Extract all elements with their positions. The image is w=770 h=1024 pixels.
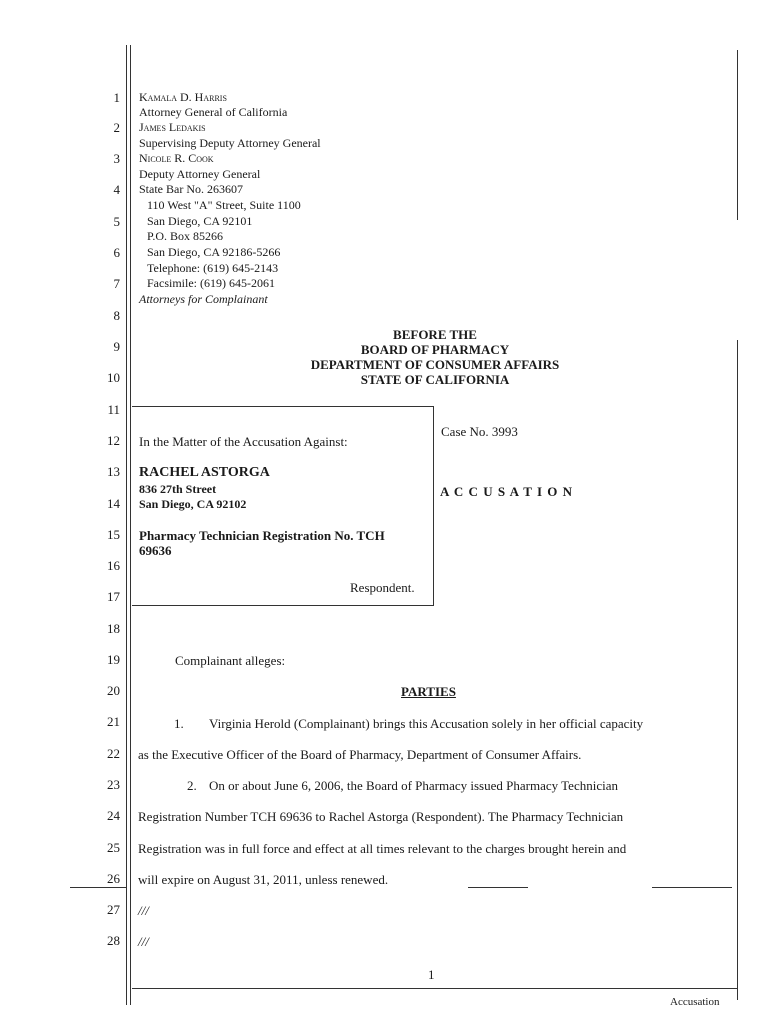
line-number: 24 (107, 808, 120, 823)
line-number: 20 (107, 683, 120, 698)
registration-label: Pharmacy Technician Registration No. TCH (139, 528, 385, 543)
document-type: A C C U S A T I O N (440, 484, 574, 499)
caption-bottom-rule (132, 605, 434, 606)
caption-matter: In the Matter of the Accusation Against: (139, 434, 348, 449)
paragraph-2-number: 2. (187, 778, 197, 793)
line-number: 18 (107, 621, 120, 636)
deputy-attorney-name: Nicole R. Cook (139, 151, 214, 165)
heading-line-department: DEPARTMENT OF CONSUMER AFFAIRS (310, 357, 560, 372)
line-number: 6 (113, 245, 120, 260)
caption-divider-rule (433, 406, 434, 606)
right-margin-rule-lower (737, 340, 738, 1000)
line-number: 3 (113, 151, 120, 166)
complainant-alleges: Complainant alleges: (175, 653, 286, 668)
deputy-attorney-title: Deputy Attorney General (139, 167, 261, 181)
respondent-name: RACHEL ASTORGA (139, 465, 270, 480)
state-bar-number: State Bar No. 263607 (139, 182, 243, 196)
continuation-mark: /// (138, 934, 149, 949)
line-number: 7 (113, 276, 120, 291)
facsimile: Facsimile: (619) 645-2061 (147, 276, 275, 290)
telephone: Telephone: (619) 645-2143 (147, 261, 279, 275)
line-number: 12 (107, 433, 120, 448)
heading-line-before: BEFORE THE (393, 327, 477, 342)
line-number: 14 (107, 496, 120, 511)
underline-artifact (652, 887, 732, 888)
line-number: 15 (107, 527, 120, 542)
attorneys-for: Attorneys for Complainant (139, 292, 268, 306)
po-box: P.O. Box 85266 (147, 229, 224, 243)
line-number: 19 (107, 652, 120, 667)
heading-line-board: BOARD OF PHARMACY (360, 342, 510, 357)
line-number: 1 (113, 90, 120, 105)
line-number: 25 (107, 840, 120, 855)
po-box-city: San Diego, CA 92186-5266 (147, 245, 281, 259)
respondent-label: Respondent. (350, 580, 415, 595)
paragraph-2-line-2: Registration Number TCH 69636 to Rachel Astorga (Respondent). The Pharmacy Technician (138, 809, 624, 824)
line-number: 17 (107, 589, 120, 604)
line-number: 11 (107, 402, 120, 417)
respondent-city: San Diego, CA 92102 (139, 497, 247, 511)
line-number: 9 (113, 339, 120, 354)
street-address: 110 West "A" Street, Suite 1100 (147, 198, 301, 212)
left-margin-rule-inner (130, 45, 131, 1005)
paragraph-1-number: 1. (174, 716, 184, 731)
page-number: 1 (428, 967, 435, 982)
heading-line-state: STATE OF CALIFORNIA (360, 372, 510, 387)
line-number: 4 (113, 182, 120, 197)
supervising-attorney-name: James Ledakis (139, 120, 206, 134)
line-number: 13 (107, 464, 120, 479)
line-number: 22 (107, 746, 120, 761)
paragraph-2-line-3: Registration was in full force and effect at all times relevant to the charges brought herein and (138, 841, 627, 856)
line-number: 5 (113, 214, 120, 229)
line-number: 27 (107, 902, 120, 917)
paragraph-2-line-1: On or about June 6, 2006, the Board of Pharmacy issued Pharmacy Technician (209, 778, 618, 793)
section-title-parties: PARTIES (401, 684, 456, 699)
paragraph-1-line-2: as the Executive Officer of the Board of Pharmacy, Department of Consumer Affairs. (138, 747, 582, 762)
line-number: 16 (107, 558, 120, 573)
underline-artifact (468, 887, 528, 888)
supervising-attorney-title: Supervising Deputy Attorney General (139, 136, 321, 150)
paragraph-1-line-1: Virginia Herold (Complainant) brings this Accusation solely in her official capacity (209, 716, 644, 731)
caption-top-rule (132, 406, 434, 407)
attorney-general-title: Attorney General of California (139, 105, 288, 119)
line-number: 2 (113, 120, 120, 135)
line-number: 8 (113, 308, 120, 323)
line-number: 23 (107, 777, 120, 792)
registration-number: 69636 (139, 543, 172, 558)
right-margin-rule (737, 50, 738, 220)
underline-artifact (70, 887, 126, 888)
continuation-mark: /// (138, 903, 149, 918)
footer-rule (132, 988, 737, 989)
case-number: Case No. 3993 (441, 424, 518, 439)
line-number: 21 (107, 714, 120, 729)
city-address: San Diego, CA 92101 (147, 214, 253, 228)
paragraph-2-line-4: will expire on August 31, 2011, unless renewed. (138, 872, 389, 887)
line-number: 28 (107, 933, 120, 948)
footer-label: Accusation (670, 996, 720, 1008)
attorney-general-name: Kamala D. Harris (139, 90, 227, 104)
left-margin-rule-outer (126, 45, 127, 1005)
line-number: 26 (107, 871, 120, 886)
line-number: 10 (107, 370, 120, 385)
respondent-street: 836 27th Street (139, 482, 217, 496)
